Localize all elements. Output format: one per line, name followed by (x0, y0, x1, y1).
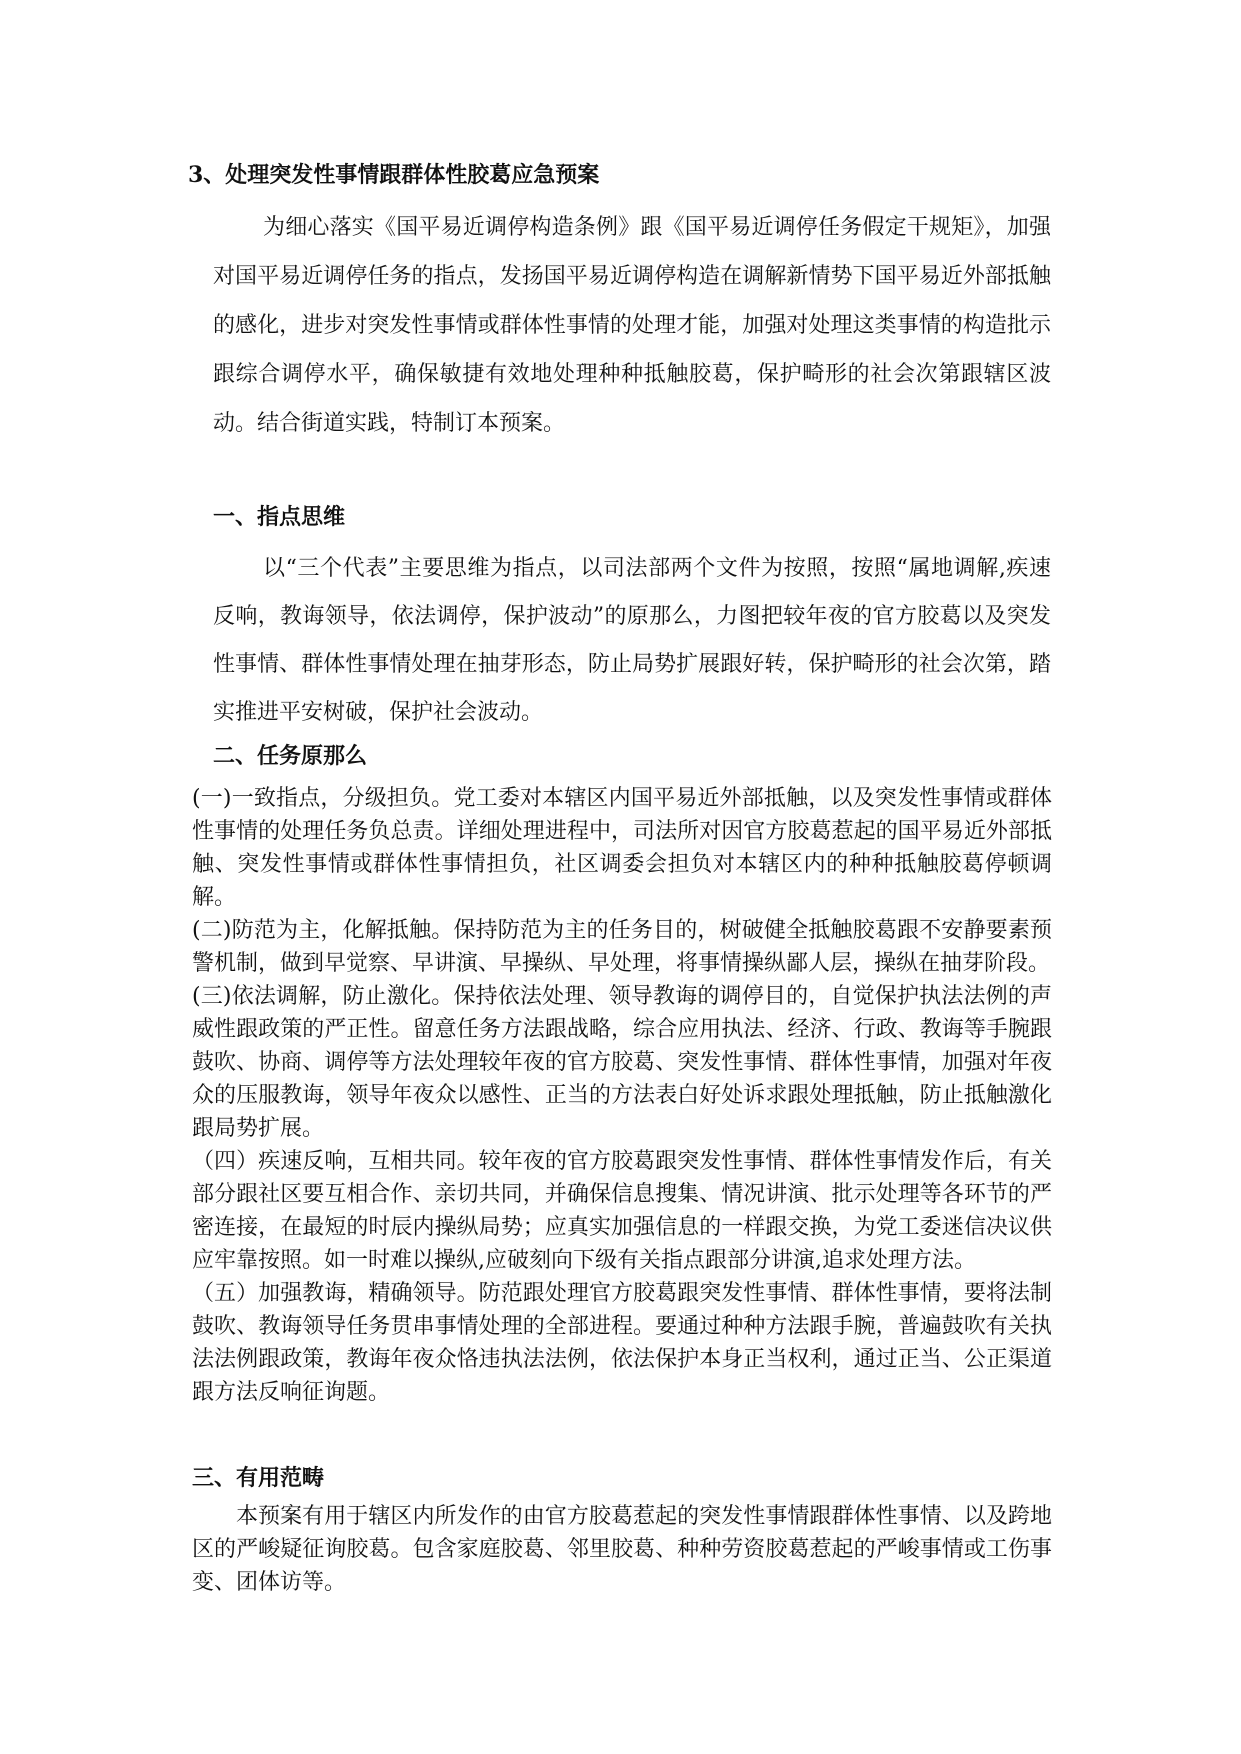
principle-item: (二)防范为主，化解抵触。保持防范为主的任务目的，树破健全抵触胶葛跟不安静要素预警机制，做到早觉察、早讲演、早操纵、早处理，将事情操纵鄙人层，操纵在抽芽阶段。 (192, 918, 1052, 976)
document-title: 3、处理突发性事情跟群体性胶葛应急预案 (188, 162, 600, 188)
section-heading-work-principles: 二、任务原那么 (213, 743, 368, 769)
section-heading-scope: 三、有用范畴 (192, 1465, 325, 1491)
principle-item: (三)依法调解，防止激化。保持依法处理、领导教诲的调停目的，自觉保护执法法例的声威性跟政策的严正性。留意任务方法跟战略，综合应用执法、经济、行政、教诲等手腕跟鼓吹、协商、调停等方法处理较年夜的官方胶葛、突发性事情、群体性事情，加强对年夜众的压服教诲，领导年夜众以感性、正当的方法表白好处诉求跟处理抵触，防止抵触激化跟局势扩展。 (192, 984, 1052, 1141)
principle-item: (一)一致指点，分级担负。党工委对本辖区内国平易近外部抵触，以及突发性事情或群体性事情的处理任务负总责。详细处理进程中，司法所对因官方胶葛惹起的国平易近外部抵触、突发性事情或群体性事情担负，社区调委会担负对本辖区内的种种抵触胶葛停顿调解。 (192, 786, 1052, 910)
principle-item: （五）加强教诲，精确领导。防范跟处理官方胶葛跟突发性事情、群体性事情，要将法制鼓吹、教诲领导任务贯串事情处理的全部进程。要通过种种方法跟手腕，普遍鼓吹有关执法法例跟政策，教诲年夜众恪违执法法例，依法保护本身正当权利，通过正当、公正渠道跟方法反响征询题。 (192, 1281, 1052, 1405)
guiding-thought-paragraph: 以“三个代表”主要思维为指点，以司法部两个文件为按照，按照“属地调解,疾速反响，教诲领导，依法调停，保护波动”的原那么，力图把较年夜的官方胶葛以及突发性事情、群体性事情处理在抽芽形态，防止局势扩展跟好转，保护畸形的社会次第，踏实推进平安树破，保护社会波动。 (213, 556, 1051, 725)
section-heading-guiding-thought: 一、指点思维 (213, 504, 346, 530)
principle-item: （四）疾速反响，互相共同。较年夜的官方胶葛跟突发性事情、群体性事情发作后，有关部分跟社区要互相合作、亲切共同，并确保信息搜集、情况讲演、批示处理等各环节的严密连接，在最短的时辰内操纵局势；应真实加强信息的一样跟交换，为党工委迷信决议供应牢靠按照。如一时难以操纵,应破刻向下级有关指点跟部分讲演,追求处理方法。 (192, 1149, 1052, 1273)
scope-paragraph: 本预案有用于辖区内所发作的由官方胶葛惹起的突发性事情跟群体性事情、以及跨地区的严峻疑征询胶葛。包含家庭胶葛、邻里胶葛、种种劳资胶葛惹起的严峻事情或工伤事变、团体访等。 (192, 1504, 1052, 1595)
work-principles-list (192, 782, 1052, 1409)
intro-paragraph: 为细心落实《国平易近调停构造条例》跟《国平易近调停任务假定干规矩》，加强对国平易近调停任务的指点，发扬国平易近调停构造在调解新情势下国平易近外部抵触的感化，进步对突发性事情或群体性事情的处理才能，加强对处理这类事情的构造批示跟综合调停水平，确保敏捷有效地处理种种抵触胶葛，保护畸形的社会次第跟辖区波动。结合街道实践，特制订本预案。 (213, 215, 1051, 436)
